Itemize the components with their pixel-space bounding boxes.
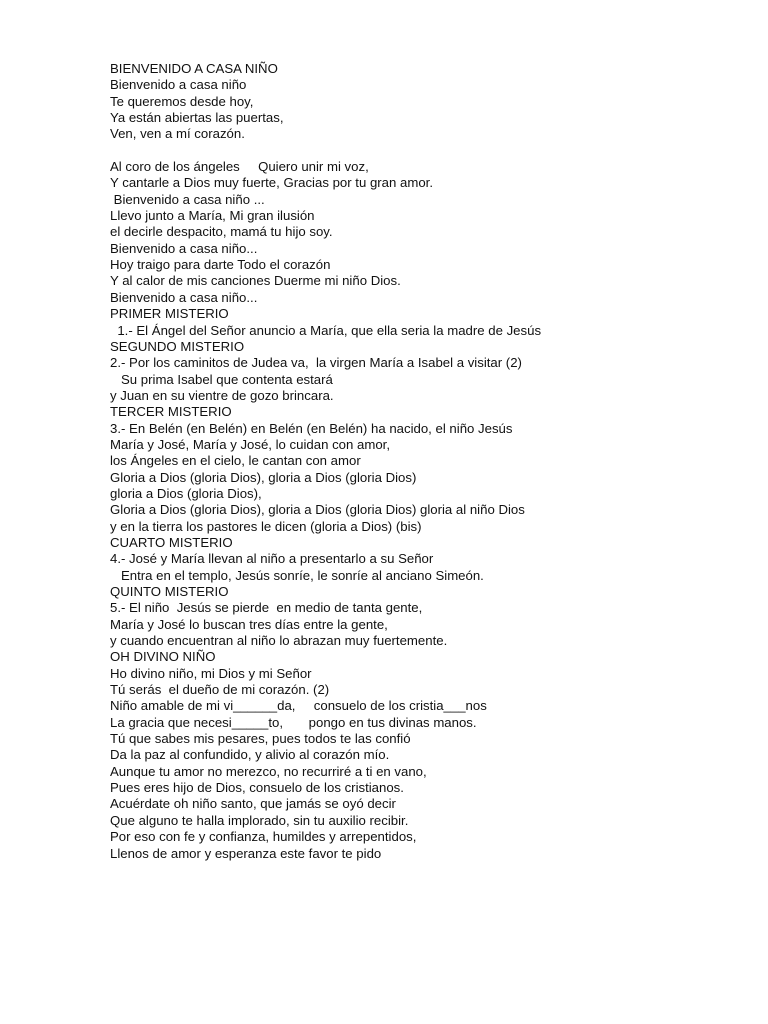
text-line: Ho divino niño, mi Dios y mi Señor [110,665,312,681]
text-line: Por eso con fe y confianza, humildes y arrepentidos, [110,829,417,845]
text-line: Bienvenido a casa niño [110,77,247,93]
text-line: TERCER MISTERIO [110,404,232,420]
text-line: Aunque tu amor no merezco, no recurriré a ti en vano, [110,763,427,779]
text-line: María y José lo buscan tres días entre la gente, [110,616,388,632]
text-line: Te queremos desde hoy, [110,93,254,109]
text-line: Al coro de los ángeles Quiero unir mi voz, [110,159,369,175]
text-line: PRIMER MISTERIO [110,306,229,322]
text-line: el decirle despacito, mamá tu hijo soy. [110,224,333,240]
text-line: Bienvenido a casa niño... [110,289,258,305]
text-line: y Juan en su vientre de gozo brincara. [110,387,334,403]
text-line: CUARTO MISTERIO [110,534,233,550]
text-line: Y cantarle a Dios muy fuerte, Gracias por tu gran amor. [110,175,433,191]
text-line: Y al calor de mis canciones Duerme mi niño Dios. [110,273,401,289]
text-line: Llevo junto a María, Mi gran ilusión [110,208,315,224]
text-line: Da la paz al confundido, y alivio al corazón mío. [110,747,390,763]
text-line: Bienvenido a casa niño... [110,240,258,256]
text-line: SEGUNDO MISTERIO [110,338,245,354]
text-line: OH DIVINO NIÑO [110,649,216,665]
text-line: y en la tierra los pastores le dicen (gloria a Dios) (bis) [110,518,422,534]
text-line: Entra en el templo, Jesús sonríe, le sonríe al anciano Simeón. [110,567,484,583]
text-line: Que alguno te halla implorado, sin tu auxilio recibir. [110,812,409,828]
text-line: 2.- Por los caminitos de Judea va, la virgen María a Isabel a visitar (2) [110,355,522,371]
text-line: Gloria a Dios (gloria Dios), gloria a Dios (gloria Dios) gloria al niño Dios [110,502,525,518]
text-line: Tú serás el dueño de mi corazón. (2) [110,682,330,698]
text-line: María y José, María y José, lo cuidan con amor, [110,436,390,452]
text-line: Gloria a Dios (gloria Dios), gloria a Dios (gloria Dios) [110,469,417,485]
blank-line [110,143,750,159]
text-line: los Ángeles en el cielo, le cantan con amor [110,453,361,469]
text-line: Su prima Isabel que contenta estará [110,371,333,387]
text-line: BIENVENIDO A CASA NIÑO [110,61,278,76]
text-line: Ven, ven a mí corazón. [110,126,245,142]
text-line: 1.- El Ángel del Señor anuncio a María, que ella seria la madre de Jesús [110,322,542,338]
text-line: Acuérdate oh niño santo, que jamás se oyó decir [110,796,396,812]
text-line: 4.- José y María llevan al niño a presentarlo a su Señor [110,551,434,567]
text-line: gloria a Dios (gloria Dios), [110,485,262,501]
text-line: 5.- El niño Jesús se pierde en medio de tanta gente, [110,600,423,616]
text-line: Tú que sabes mis pesares, pues todos te las confió [110,731,411,747]
text-line: Pues eres hijo de Dios, consuelo de los cristianos. [110,780,404,796]
text-line: QUINTO MISTERIO [110,584,229,599]
text-line: 3.- En Belén (en Belén) en Belén (en Belén) ha nacido, el niño Jesús [110,420,513,436]
text-line: y cuando encuentran al niño lo abrazan muy fuertemente. [110,633,448,649]
text-line: Llenos de amor y esperanza este favor te pido [110,845,382,861]
text-line: Ya están abiertas las puertas, [110,110,284,126]
text-line: La gracia que necesi_____to, pongo en tus divinas manos. [110,714,477,730]
text-line: Hoy traigo para darte Todo el corazón [110,257,331,273]
text-line: Bienvenido a casa niño ... [110,191,265,207]
document-page [110,61,750,862]
text-line: Niño amable de mi vi______da, consuelo de los cristia___nos [110,698,487,714]
